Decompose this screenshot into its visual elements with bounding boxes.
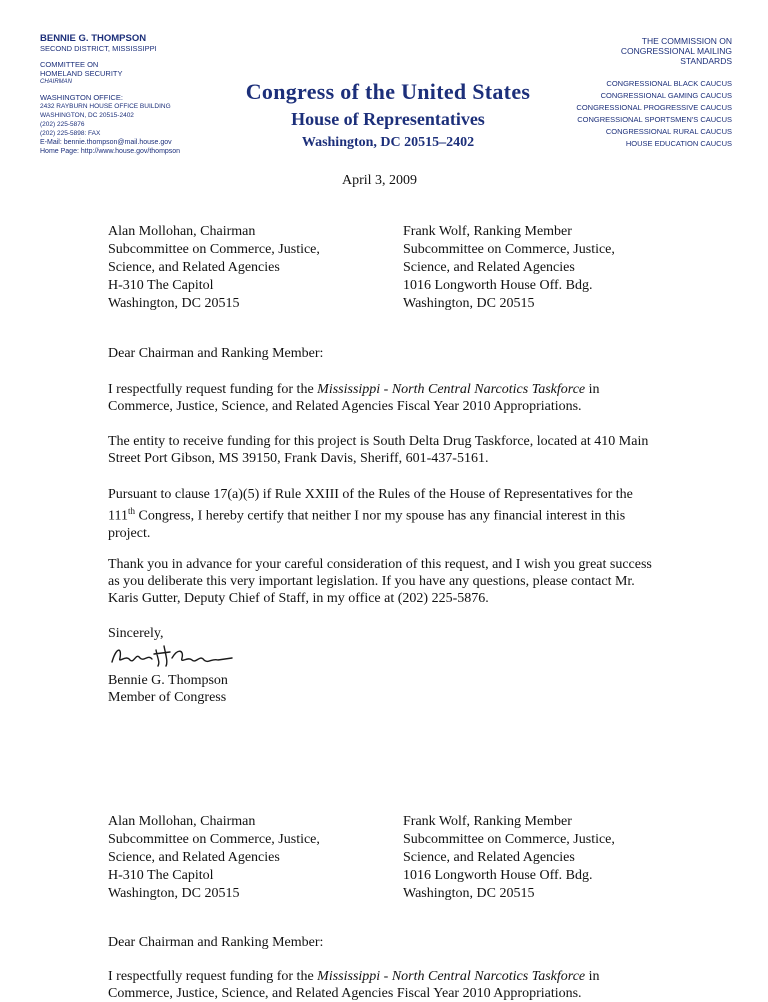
address-line: Science, and Related Agencies bbox=[108, 850, 280, 865]
member-name: BENNIE G. THOMPSON bbox=[40, 33, 147, 44]
p3-sup: th bbox=[127, 506, 135, 516]
address-line: Subcommittee on Commerce, Justice, bbox=[108, 242, 320, 257]
paragraph-1-copy bbox=[108, 968, 658, 1001]
office-address-line1: 2432 RAYBURN HOUSE OFFICE BUILDING bbox=[40, 103, 171, 110]
committee-line2: HOMELAND SECURITY bbox=[40, 69, 123, 78]
letterhead-right bbox=[472, 36, 732, 150]
address-line: Subcommittee on Commerce, Justice, bbox=[403, 242, 615, 257]
paragraph-2 bbox=[108, 433, 658, 467]
address-line: Subcommittee on Commerce, Justice, bbox=[108, 832, 320, 847]
paragraph-3 bbox=[108, 486, 658, 542]
address-line: Washington, DC 20515 bbox=[403, 886, 535, 901]
office-homepage[interactable]: Home Page: http://www.house.gov/thompson bbox=[40, 148, 181, 155]
p1-post: in Commerce, Justice, Science, and Related Agencies Fiscal Year 2010 Appropriations. bbox=[108, 382, 600, 414]
p4-text: Thank you in advance for your careful consideration of this request, and I wish you great success as you deliberate this very important legislation. If you have any questions, please contact Mr. Karis Gutter, Deputy Chief of Staff, in my office at (202) 225-5876. bbox=[108, 557, 652, 606]
signer-name: Bennie G. Thompson bbox=[108, 673, 228, 688]
p3-post: Congress, I hereby certify that neither I nor my spouse has any financial interest in this project. bbox=[108, 508, 626, 541]
office-fax: (202) 225-5898: FAX bbox=[40, 130, 101, 137]
commission-line2: CONGRESSIONAL MAILING bbox=[620, 46, 732, 56]
caucus-item: CONGRESSIONAL PROGRESSIVE CAUCUS bbox=[576, 103, 732, 112]
paragraph-1 bbox=[108, 381, 658, 415]
address-line: Frank Wolf, Ranking Member bbox=[403, 814, 572, 829]
recipient-left-copy bbox=[108, 813, 320, 903]
recipient-right bbox=[403, 223, 615, 313]
office-label: WASHINGTON OFFICE: bbox=[40, 93, 123, 102]
closing: Sincerely, bbox=[108, 626, 164, 641]
district: SECOND DISTRICT, MISSISSIPPI bbox=[40, 44, 157, 53]
signer-title: Member of Congress bbox=[108, 690, 227, 705]
p1-post: in Commerce, Justice, Science, and Related Agencies Fiscal Year 2010 Appropriations. bbox=[108, 969, 600, 1001]
address-line: Alan Mollohan, Chairman bbox=[108, 224, 256, 239]
address-line: Washington, DC 20515 bbox=[108, 296, 240, 311]
address-line: Washington, DC 20515 bbox=[108, 886, 240, 901]
caucus-item: CONGRESSIONAL SPORTSMEN'S CAUCUS bbox=[577, 115, 732, 124]
caucus-item: CONGRESSIONAL RURAL CAUCUS bbox=[605, 127, 732, 136]
address-line: H-310 The Capitol bbox=[108, 278, 214, 293]
masthead-city: Washington, DC 20515–2402 bbox=[301, 135, 475, 150]
office-phone: (202) 225-5876 bbox=[40, 121, 85, 128]
address-line: Science, and Related Agencies bbox=[403, 850, 575, 865]
masthead-congress: Congress of the United States bbox=[245, 79, 531, 104]
p1-pre: I respectfully request funding for the bbox=[108, 969, 318, 984]
address-line: Science, and Related Agencies bbox=[403, 260, 575, 275]
salutation: Dear Chairman and Ranking Member: bbox=[108, 346, 324, 361]
address-line: Washington, DC 20515 bbox=[403, 296, 535, 311]
p3-pre: Pursuant to clause 17(a)(5) if Rule XXIII of the Rules of the House of Representatives for the 111 bbox=[108, 487, 633, 524]
address-line: H-310 The Capitol bbox=[108, 868, 214, 883]
committee-role: CHAIRMAN bbox=[40, 79, 73, 85]
caucus-item: CONGRESSIONAL BLACK CAUCUS bbox=[606, 79, 732, 88]
address-line: 1016 Longworth House Off. Bdg. bbox=[403, 868, 593, 883]
address-line: Subcommittee on Commerce, Justice, bbox=[403, 832, 615, 847]
p1-pre: I respectfully request funding for the bbox=[108, 382, 318, 397]
recipient-right-copy bbox=[403, 813, 615, 903]
address-line: Frank Wolf, Ranking Member bbox=[403, 224, 572, 239]
caucus-item: HOUSE EDUCATION CAUCUS bbox=[625, 139, 732, 148]
commission-line1: THE COMMISSION ON bbox=[641, 36, 732, 46]
office-address-line2: WASHINGTON, DC 20515-2402 bbox=[40, 112, 134, 119]
project-name: Mississippi - North Central Narcotics Taskforce bbox=[317, 969, 586, 984]
office-email[interactable]: E-Mail: bennie.thompson@mail.house.gov bbox=[40, 139, 172, 146]
address-line: 1016 Longworth House Off. Bdg. bbox=[403, 278, 593, 293]
p2-text: The entity to receive funding for this project is South Delta Drug Taskforce, located at 410 Main Street Port Gibson, MS 39150, Frank Davis, Sheriff, 601-437-5161. bbox=[108, 434, 649, 466]
caucus-item: CONGRESSIONAL GAMING CAUCUS bbox=[600, 91, 732, 100]
signature-mark bbox=[108, 640, 238, 670]
salutation-copy: Dear Chairman and Ranking Member: bbox=[108, 935, 324, 950]
address-line: Alan Mollohan, Chairman bbox=[108, 814, 256, 829]
commission-line3: STANDARDS bbox=[680, 56, 732, 66]
address-line: Science, and Related Agencies bbox=[108, 260, 280, 275]
project-name: Mississippi - North Central Narcotics Taskforce bbox=[317, 382, 586, 397]
recipient-left bbox=[108, 223, 320, 313]
masthead-house: House of Representatives bbox=[291, 109, 485, 129]
paragraph-4 bbox=[108, 556, 658, 607]
letter-date: April 3, 2009 bbox=[342, 173, 418, 188]
committee-line1: COMMITTEE ON bbox=[40, 60, 99, 69]
